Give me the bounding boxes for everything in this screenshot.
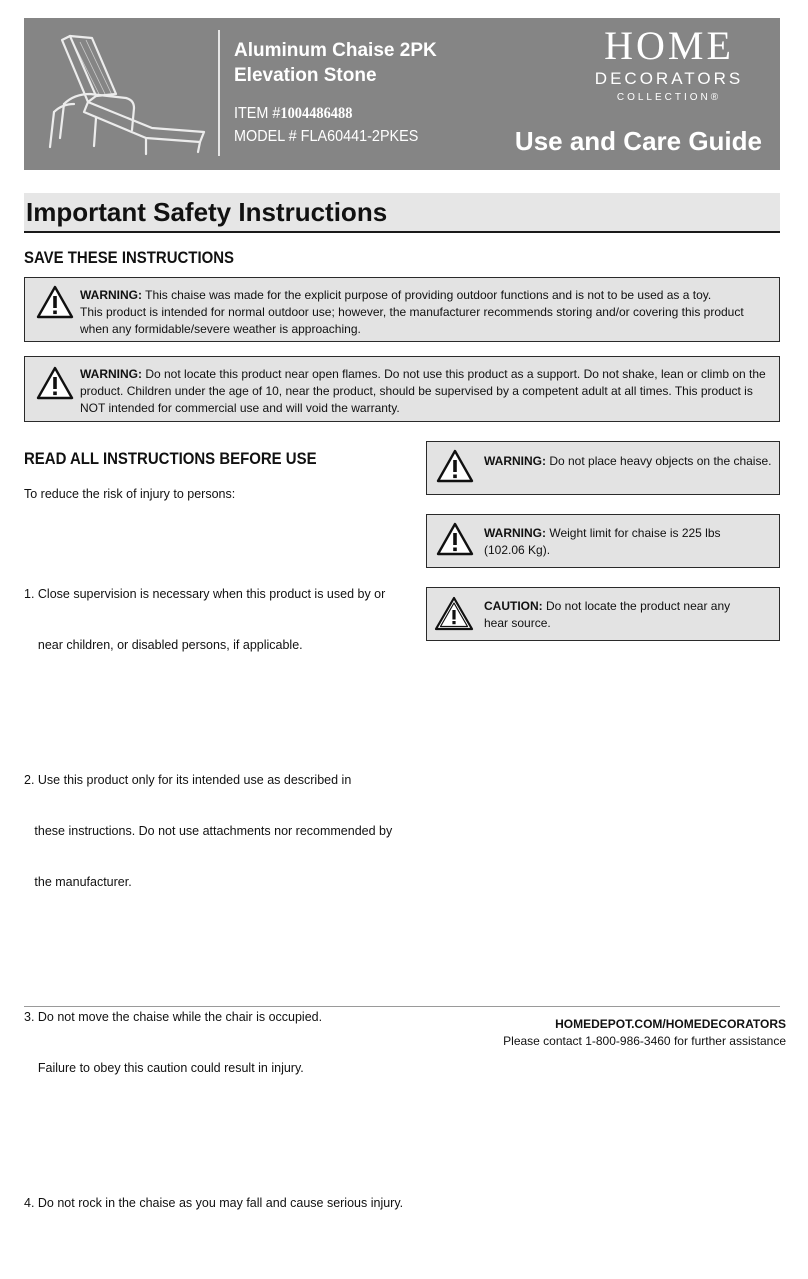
warning-text-line: This chaise was made for the explicit purpose of providing outdoor functions and is not to be used as a toy. (142, 288, 712, 302)
warning-label: WARNING: (484, 454, 546, 468)
list-item (24, 975, 419, 1111)
list-item-line: 2. Use this product only for its intended use as described in (24, 773, 352, 787)
warning-label: WARNING: (80, 288, 142, 302)
footer-website: HOMEDEPOT.COM/HOMEDECORATORS (555, 1017, 786, 1031)
model-number-line: MODEL # FLA60441-2PKES (234, 128, 419, 145)
warning-text-heavy-objects (484, 453, 776, 470)
footer-divider (24, 1006, 780, 1007)
warning-text-line: hear source. (484, 616, 551, 630)
warning-text-line: (102.06 Kg). (484, 543, 551, 557)
brand-logo-decorators: DECORATORS (594, 69, 744, 88)
warning-text-line: Do not place heavy objects on the chaise. (546, 454, 772, 468)
warning-text-line: NOT intended for commercial use and will void the warranty. (80, 401, 400, 415)
item-number: 1004486488 (280, 105, 353, 122)
warning-text-weight-limit (484, 525, 776, 559)
list-item-line: the manufacturer. (24, 875, 132, 889)
warning-text-toy (80, 287, 775, 338)
warning-text-line: This product is intended for normal outdoor use; however, the manufacturer recommends storing and/or covering this product (80, 305, 744, 319)
chaise-lounge-illustration (34, 32, 209, 157)
warning-label: WARNING: (484, 526, 546, 540)
item-label: ITEM # (234, 105, 281, 122)
header-banner (24, 18, 780, 170)
brand-logo-home: HOME (604, 23, 734, 68)
warning-box-heavy-objects (426, 441, 780, 495)
list-item (24, 738, 419, 925)
warning-box-weight-limit (426, 514, 780, 568)
warning-triangle-icon (35, 365, 75, 401)
warning-text-line: Do not locate the product near any (542, 599, 731, 613)
caution-box-heat-source (426, 587, 780, 641)
guide-title: Use and Care Guide (514, 126, 762, 156)
read-instructions-heading: READ ALL INSTRUCTIONS BEFORE USE (24, 449, 317, 468)
list-item-line: these instructions. Do not use attachments nor recommended by (24, 824, 393, 838)
warning-text-line: product. Children under the age of 10, near the product, should be supervised by a competent adult at all times. This product is (80, 384, 753, 398)
section-heading-bar (24, 193, 780, 233)
product-name (234, 38, 437, 88)
header-divider (218, 30, 220, 156)
list-item-line: near children, or disabled persons, if applicable. (24, 638, 303, 652)
warning-triangle-icon (435, 448, 475, 484)
warning-text-line: when any formidable/severe weather is approaching. (80, 322, 361, 336)
caution-triangle-icon (433, 596, 475, 632)
footer-contact: Please contact 1-800-986-3460 for further assistance (503, 1034, 786, 1048)
list-item-line: Failure to obey this caution could result in injury. (24, 1061, 304, 1075)
warning-text-line: Weight limit for chaise is 225 lbs (546, 526, 721, 540)
instruction-list (24, 518, 419, 1279)
caution-label: CAUTION: (484, 599, 543, 613)
warning-triangle-icon (435, 521, 475, 557)
item-number-line (234, 102, 418, 125)
list-item-line: 1. Close supervision is necessary when this product is used by or (24, 587, 386, 601)
brand-logo-collection: COLLECTION® (616, 92, 722, 103)
list-item (24, 1161, 419, 1246)
warning-triangle-icon (35, 284, 75, 320)
warning-text-line: Do not locate this product near open flames. Do not use this product as a support. Do not shake, lean or climb on the (142, 367, 766, 381)
warning-box-flames (24, 356, 780, 422)
product-name-line1: Aluminum Chaise 2PK (234, 40, 437, 61)
caution-text-heat-source (484, 598, 776, 632)
brand-logo (564, 24, 774, 106)
list-item-line: 3. Do not move the chaise while the chair is occupied. (24, 1010, 323, 1024)
warning-label: WARNING: (80, 367, 142, 381)
item-info (234, 102, 418, 148)
product-name-line2: Elevation Stone (234, 65, 377, 86)
list-item-line: 4. Do not rock in the chaise as you may fall and cause serious injury. (24, 1196, 404, 1210)
instructions-intro: To reduce the risk of injury to persons: (24, 487, 236, 501)
save-instructions-heading: SAVE THESE INSTRUCTIONS (24, 248, 235, 267)
warning-box-toy (24, 277, 780, 342)
footer (503, 1016, 786, 1050)
warning-text-flames (80, 366, 775, 417)
list-item (24, 552, 419, 688)
section-title: Important Safety Instructions (26, 197, 388, 227)
